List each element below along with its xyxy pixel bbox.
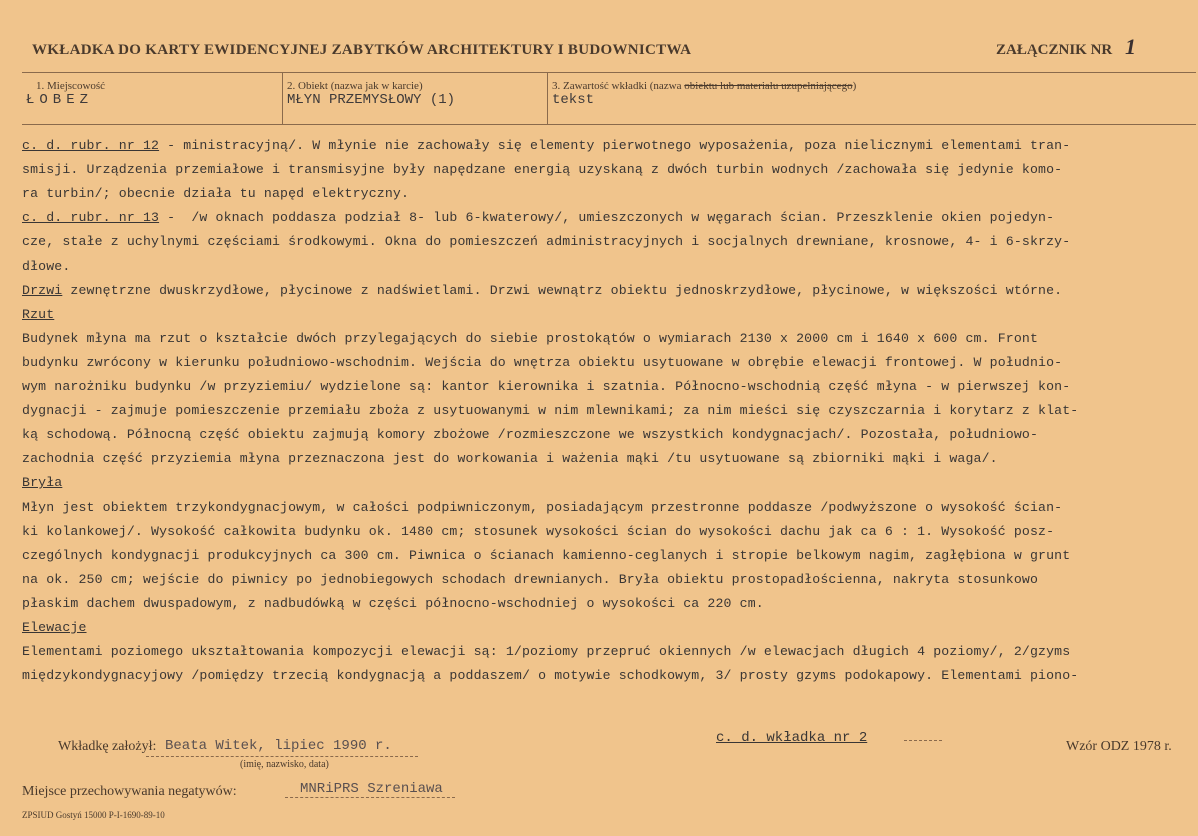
body-line: [22, 475, 62, 490]
body-line: [22, 427, 1038, 442]
line-text: czególnych kondygnacji produkcyjnych ca 300 cm. Piwnica o ścianach kamienno-ceglanych i stropie belkowym nagim, zagłębiona w grunt: [22, 547, 1071, 563]
continuation-note: c. d. wkładka nr 2: [716, 730, 868, 746]
body-line: [22, 162, 1062, 177]
body-line: [22, 331, 1038, 346]
line-text: międzykondygnacyjowy /pomiędzy trzecią kondygnacją a poddaszem/ o motywie schodkowym, 3/ prosty gzyms podokapowy. Elementami piono-: [22, 668, 1079, 684]
body-line: [22, 524, 1054, 539]
line-text: na ok. 250 cm; wejście do piwnicy po jednobiegowych schodach drewnianych. Bryła obiektu prostopadłościenna, nakryta stosunkowo: [22, 571, 1039, 587]
line-text: dłowe.: [22, 258, 71, 274]
line-text: wym narożniku budynku /w przyziemiu/ wydzielone są: kantor kierownika i szatnia. Północno-wschodnią część młyna - w pierwszej kon-: [22, 379, 1071, 394]
body-line: [22, 596, 764, 611]
field-divider-2: [547, 72, 548, 124]
line-text: budynku zwrócony w kierunku południowo-wschodnim. Wejścia do wnętrza obiektu usytuowane w obrębie elewacji frontowej. W południo-: [22, 354, 1063, 370]
body-line: [22, 451, 998, 466]
field-divider-1: [282, 72, 283, 124]
line-text: ką schodową. Północną część obiektu zajmują komory zbożowe /rozmieszczone we wszystkich kondygnacjach/. Pozostała, południowo-: [22, 427, 1039, 443]
compiler-hint: (imię, nazwisko, data): [240, 759, 329, 770]
content-label-end: ): [852, 80, 857, 92]
line-text: smisji. Urządzenia przemiałowe i transmisyjne były napędzane energią uzyskaną z dwóch turbin wodnych /zachowała się jedynie komo-: [22, 162, 1063, 178]
form-model: Wzór ODZ 1978 r.: [1066, 739, 1172, 754]
form-title: WKŁADKA DO KARTY EWIDENCYJNEJ ZABYTKÓW ARCHITEKTURY I BUDOWNICTWA: [32, 42, 692, 58]
body-line: [22, 668, 1078, 683]
line-text: ra turbin/; obecnie działa tu napęd elektryczny.: [22, 186, 410, 202]
section-heading: Bryła: [22, 475, 63, 491]
appendix-number: 1: [1125, 34, 1136, 59]
section-heading: Drzwi: [22, 282, 63, 298]
compiler-label: Wkładkę założył:: [58, 739, 157, 754]
line-text: - ministracyjną/. W młynie nie zachowały się elementy pierwotnego wyposażenia, poza nielicznymi elementami tran-: [159, 138, 1071, 153]
line-text: ki kolankowej/. Wysokość całkowita budynku ok. 1480 cm; stosunek wysokości ścian do wysokości dachu jak ca 6 : 1. Wysokość posz-: [22, 523, 1055, 539]
line-text: zewnętrzne dwuskrzydłowe, płycinowe z nadświetlami. Drzwi wewnątrz obiektu jednoskrzydłowe, płycinowe, w większości wtórne.: [62, 282, 1063, 298]
continuation-dash: [904, 740, 942, 741]
body-line: [22, 572, 1038, 587]
fields-bottom-rule: [22, 124, 1196, 125]
body-line: [22, 403, 1078, 418]
body-line: [22, 355, 1062, 370]
body-line: [22, 234, 1070, 249]
body-line: [22, 644, 1070, 659]
top-rule: [22, 72, 1196, 73]
content-value: tekst: [552, 92, 595, 108]
object-value: MŁYN PRZEMYSŁOWY (1): [287, 92, 456, 108]
printer-note: ZPSIUD Gostyń 15000 P-I-1690-89-10: [22, 810, 165, 820]
body-line: [22, 186, 409, 201]
storage-label: Miejsce przechowywania negatywów:: [22, 784, 237, 799]
line-text: cze, stałe z uchylnymi częściami środkowymi. Okna do pomieszczeń administracyjnych i socjalnych drewniane, krosnowe, 4- i 6-skrzy-: [22, 234, 1071, 250]
line-text: zachodnia część przyziemia młyna przeznaczona jest do workowania i ważenia mąki /tu usytuowane są zbiorniki mąki i waga/.: [22, 451, 998, 467]
body-line: [22, 620, 87, 635]
body-line: [22, 283, 1062, 298]
section-heading: Elewacje: [22, 620, 87, 635]
line-text: Budynek młyna ma rzut o kształcie dwóch przylegających do siebie prostokątów o wymiarach 2130 x 2000 cm i 1640 x 600 cm. Front: [22, 330, 1039, 346]
compiler-dotted-line: [146, 756, 418, 757]
section-heading: c. d. rubr. nr 13: [22, 210, 160, 226]
line-text: - /w oknach poddasza podział 8- lub 6-kwaterowy/, umieszczonych w węgarach ścian. Przeszklenie okien pojedyn-: [159, 210, 1055, 226]
body-line: [22, 548, 1070, 563]
storage-value: MNRiPRS Szreniawa: [300, 781, 443, 797]
body-line: [22, 307, 54, 322]
compiler-value: Beata Witek, lipiec 1990 r.: [165, 738, 392, 754]
locality-value: ŁOBEZ: [26, 92, 94, 108]
line-text: dygnacji - zajmuje pomieszczenie przemiału zboża z usytuowanymi w nim mlewnikami; za nim mieści się czyszczarnia i korytarz z klat-: [22, 403, 1079, 419]
appendix-label: ZAŁĄCZNIK NR: [996, 42, 1113, 58]
body-line: [22, 500, 1062, 515]
locality-label: 1. Miejscowość: [36, 80, 106, 92]
content-label-struck: obiektu lub materiału uzupełniającego: [684, 80, 853, 92]
body-line: [22, 138, 1070, 153]
body-line: [22, 210, 1054, 225]
body-line: [22, 259, 70, 274]
storage-dotted-line: [285, 797, 455, 798]
body-line: [22, 379, 1070, 394]
object-label: 2. Obiekt (nazwa jak w karcie): [287, 80, 423, 92]
content-label: [552, 80, 856, 92]
section-heading: Rzut: [22, 306, 55, 322]
line-text: płaskim dachem dwuspadowym, z nadbudówką w części północno-wschodniej o wysokości ca 220 cm.: [22, 595, 764, 611]
line-text: Elementami poziomego ukształtowania kompozycji elewacji są: 1/poziomy przepruć okiennych /w elewacjach długich 4 poziomy/, 2/gzyms: [22, 644, 1071, 660]
content-label-start: 3. Zawartość wkładki (nazwa: [552, 80, 682, 92]
line-text: Młyn jest obiektem trzykondygnacjowym, w całości podpiwniczonym, posiadającym przestronne poddasze /podwyższone o wysokość ścian-: [22, 499, 1063, 515]
section-heading: c. d. rubr. nr 12: [22, 138, 160, 153]
